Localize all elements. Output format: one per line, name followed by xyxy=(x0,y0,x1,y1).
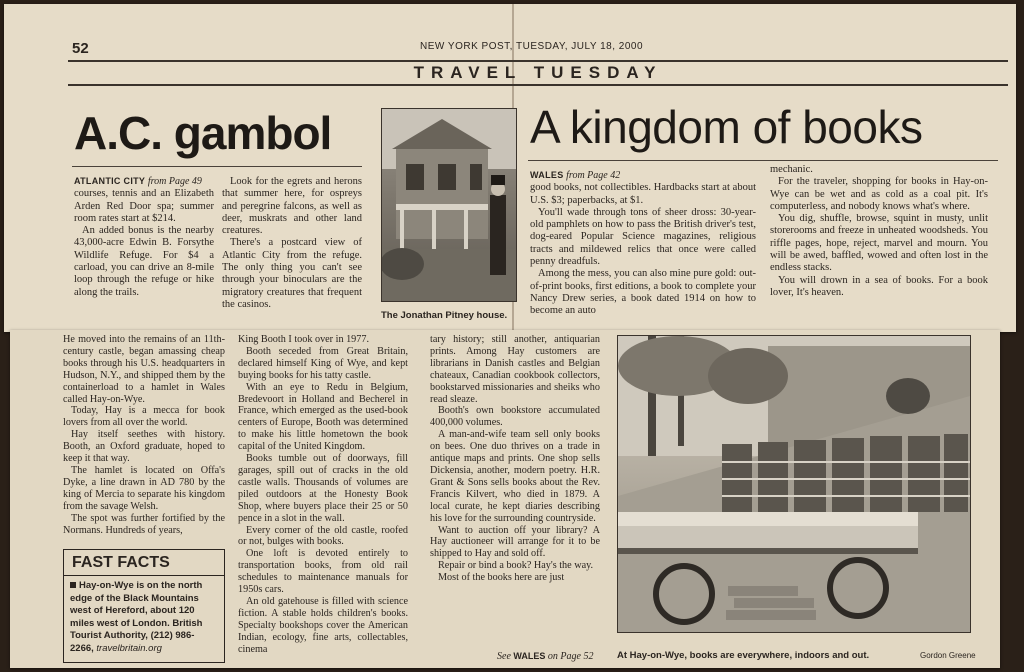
paragraph: Want to auction off your library? A Hay auctioneer will arrange for it to be shipped to Hay and sold off. xyxy=(430,524,600,560)
fast-facts-url: travelbritain.org xyxy=(96,642,162,654)
paragraph: Every corner of the old castle, roofed or not, bulges with books. xyxy=(238,524,408,548)
left-story-col2 xyxy=(222,176,362,311)
fast-facts-body xyxy=(64,576,224,659)
paragraph: With an eye to Redu in Belgium, Bredevoort in Holland and Becherel in France, which emerged as the used-book centers of Europe, Booth was determined to make his little hometown the book capital of the United Kingdom. xyxy=(238,381,408,453)
paragraph: You'll wade through tons of sheer dross: 30-year-old pamphlets on how to pass the British driver's test, dog-eared Popular Science magazines, religious tracts and mildewed relics that once were called penny dreadfuls. xyxy=(530,206,756,268)
dateline: NEW YORK POST, TUESDAY, JULY 18, 2000 xyxy=(420,41,644,52)
see-label: See xyxy=(497,651,511,662)
paragraph: The hamlet is located on Offa's Dyke, a line drawn in AD 780 by the king of Mercia to separate his kingdom from the savage Welsh. xyxy=(63,464,225,512)
headline-rule xyxy=(528,160,998,161)
jump-label: ATLANTIC CITY xyxy=(74,176,146,186)
bullet-square-icon xyxy=(70,582,76,588)
paragraph: A man-and-wife team sell only books on bees. One duo thrives on a trade in antique maps and prints. One shop sells Dickensia, another, modern poetry. H.R. Grant & Sons sells books about the Rev. Francis Kilvert, who died in 1879. A local curate, he kept diaries describing his love for the surrounding countryside. xyxy=(430,429,600,524)
fast-facts-text: Hay-on-Wye is on the north edge of the Black Mountains west of Hereford, about 120 miles west of London. British Tourist Authority, (212) 986-2266, xyxy=(70,580,203,654)
paragraph: courses, tennis and an Elizabeth Arden Red Door spa; summer room rates start at $214. xyxy=(74,188,214,224)
fast-facts-title: FAST FACTS xyxy=(64,550,224,576)
right-story-col2 xyxy=(770,164,988,299)
photo2-caption: At Hay-on-Wye, books are everywhere, indoors and out. xyxy=(617,650,870,661)
paragraph: good books, not collectibles. Hardbacks start at about U.S. $3; paperbacks, at $1. xyxy=(530,182,756,206)
paragraph: Books tumble out of doorways, fill garages, spill out of cracks in the old castle walls. Thousands of volumes are piled outdoors at the Honesty Book Shop, where buyers place their 25 or 50 pence in a slot in the wall. xyxy=(238,453,408,524)
jump-from: from Page 42 xyxy=(566,170,621,181)
paragraph: Booth's own bookstore accumulated 400,000 volumes. xyxy=(430,405,600,429)
house-illustration xyxy=(382,109,516,301)
paragraph: For the traveler, shopping for books in Hay-on-Wye can be wet and as cold as a coal pit. It's computerless, and nobody knows what's where. xyxy=(770,176,988,212)
paragraph: An added bonus is the nearby 43,000-acre Edwin B. Forsythe Wildlife Refuge. For $4 a carload, you can drive an 8-mile loop through the refuge or hike along the trails. xyxy=(74,225,214,298)
fast-facts-box xyxy=(63,549,225,663)
right-story-col1 xyxy=(530,170,756,318)
left-story-col1 xyxy=(74,176,214,299)
left-headline: A.C. gambol xyxy=(74,107,332,159)
paragraph: Booth seceded from Great Britain, declared himself King of Wye, and kept buying books for his tatty castle. xyxy=(238,345,408,381)
paragraph: Among the mess, you can also mine pure gold: out-of-print books, first editions, a book to complete your Nancy Drew series, a book dated 1914 on how to become an auto xyxy=(530,268,756,317)
paragraph: Look for the egrets and herons that summer here, for ospreys and peregrine falcons, as well as deer, muskrats and other land creatures. xyxy=(222,176,362,237)
photo1-caption: The Jonathan Pitney house. xyxy=(381,310,508,321)
paragraph: He moved into the remains of an 11th-century castle, began amassing cheap books through his U.S. headquarters in Hudson, N.Y., and shipped them by the containerload to a hamlet in Wales called Hay-on-Wye. xyxy=(63,334,225,405)
paragraph: There's a postcard view of Atlantic City from the refuge. The only thing you can't see through your binoculars are the migratory creatures that frequent the casinos. xyxy=(222,237,362,310)
bookshelves-illustration xyxy=(618,336,970,632)
see-wales-label: WALES xyxy=(513,651,546,661)
paragraph: The spot was further fortified by the Normans. Hundreds of years, xyxy=(63,512,225,536)
continuation-line xyxy=(497,651,593,662)
paragraph: You will drown in a sea of books. For a book lover, It's heaven. xyxy=(770,274,988,298)
bottom-col1 xyxy=(63,334,225,536)
see-page: on Page 52 xyxy=(547,651,594,662)
paragraph: One loft is devoted entirely to transportation books, from old rail schedules to maintenance manuals for 1950s cars. xyxy=(238,548,408,596)
paragraph: Hay itself seethes with history. Booth, an Oxford graduate, hoped to keep it that way. xyxy=(63,429,225,465)
section-header: TRAVEL TUESDAY xyxy=(68,60,1008,86)
paragraph: Most of the books here are just xyxy=(438,572,565,584)
headline-rule xyxy=(72,166,362,167)
jump-from: from Page 49 xyxy=(147,176,202,187)
jump-label: WALES xyxy=(530,170,564,180)
paragraph: King Booth I took over in 1977. xyxy=(238,334,370,345)
paragraph: Today, Hay is a mecca for book lovers from all over the world. xyxy=(63,405,225,429)
paragraph: Repair or bind a book? Hay's the way. xyxy=(438,560,594,572)
photo-credit: Gordon Greene xyxy=(920,651,976,660)
bottom-col3 xyxy=(430,334,600,584)
page-number: 52 xyxy=(72,40,89,57)
right-headline: A kingdom of books xyxy=(530,101,923,153)
pitney-house-photo xyxy=(381,108,517,302)
paragraph: mechanic. xyxy=(770,164,813,175)
paragraph: An old gatehouse is filled with science fiction. A stable holds children's books. Specialty bookshops cover the American Indian, ecology, fine arts, collectables, cinema xyxy=(238,595,408,655)
paragraph: tary history; still another, antiquarian prints. Among Hay customers are librarians in Danish castles and Belgian chateaux, Canadian cookbook collectors, bookstarved missionaries and sheiks who read sleaze. xyxy=(430,334,600,405)
paragraph: You dig, shuffle, browse, squint in musty, unlit storerooms and freeze in unheated woodsheds. You riffle pages, hope, reject, marvel and mourn. You will be awed, baffled, wowed and often lost in the endless stacks. xyxy=(770,213,988,274)
bookshelves-photo xyxy=(617,335,971,633)
bottom-col2 xyxy=(238,334,408,655)
